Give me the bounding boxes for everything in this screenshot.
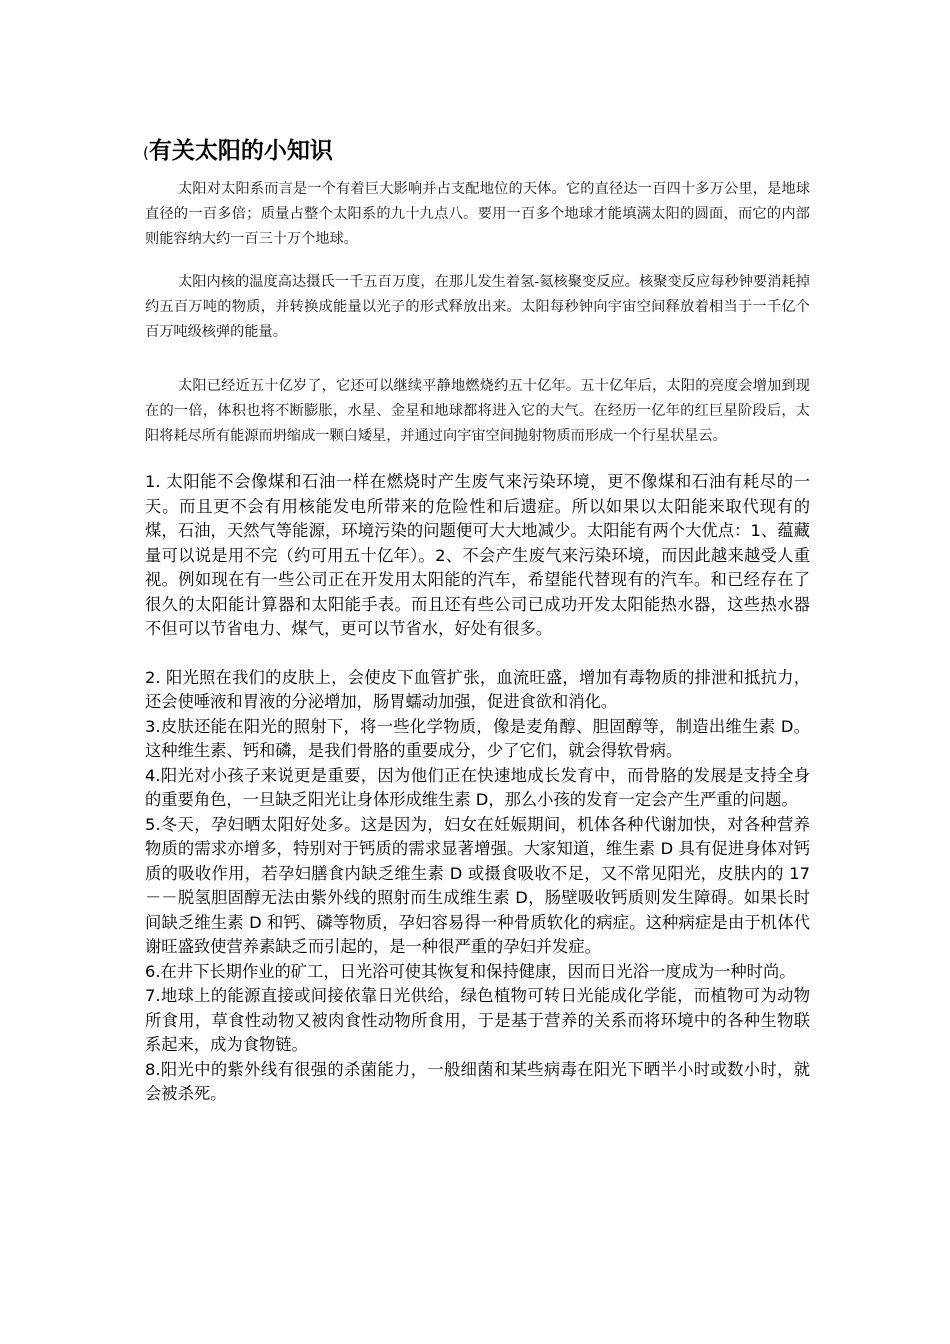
point-miners: 6.在井下长期作业的矿工，日光浴可使其恢复和保持健康，因而日光浴一度成为一种时尚。 (145, 961, 796, 981)
page-title (143, 136, 333, 168)
point-skin-circulation: 2. 阳光照在我们的皮肤上，会使皮下血管扩张，血流旺盛，增加有毒物质的排泄和抵抗力，还会使唾液和胃液的分泌增加，肠胃蠕动加强，促进食欲和消化。 (145, 667, 810, 711)
title-prefix: ( (143, 144, 149, 162)
numbered-points (145, 470, 810, 1107)
point-ultraviolet: 8.阳光中的紫外线有很强的杀菌能力，一般细菌和某些病毒在阳光下晒半小时或数小时，就会被杀死。 (145, 1059, 810, 1103)
point-solar-energy: 1. 太阳能不会像煤和石油一样在燃烧时产生废气来污染环境，更不像煤和石油有耗尽的一天。而且更不会有用核能发电所带来的危险性和后遗症。所以如果以太阳能来取代现有的煤，石油，天然气等能源，环境污染的问题便可大大地减少。太阳能有两个大优点：1、蕴藏量可以说是用不完（约可用五十亿年）。2、不会产生废气来污染环境，而因此越来越受人重视。例如现在有一些公司正在开发用太阳能的汽车，希望能代替现有的汽车。和已经存在了很久的太阳能计算器和太阳能手表。而且还有些公司已成功开发太阳能热水器，这些热水器不但可以节省电力、煤气，更可以节省水，好处有很多。 (145, 472, 810, 638)
point-children: 4.阳光对小孩子来说更是重要，因为他们正在快速地成长发育中，而骨胳的发展是支持全身的重要角色，一旦缺乏阳光让身体形成维生素 D，那么小孩的发育一定会产生严重的问题。 (145, 765, 810, 809)
intro-paragraph-future: 太阳已经近五十亿岁了，它还可以继续平静地燃烧约五十亿年。五十亿年后，太阳的亮度会增加到现在的一倍，体积也将不断膨胀，水星、金星和地球都将进入它的大气。在经历一亿年的红巨星阶段后，太阳将耗尽所有能源而坍缩成一颗白矮星，并通过向宇宙空间抛射物质而形成一个行星状星云。 (145, 378, 810, 444)
intro-paragraph-core: 太阳内核的温度高达摄氏一千五百万度，在那儿发生着氢-氦核聚变反应。核聚变反应每秒钟要消耗掉约五百万吨的物质，并转换成能量以光子的形式释放出来。太阳每秒钟向宇宙空间释放着相当于一千亿个百万吨级核弹的能量。 (145, 274, 810, 340)
title-text: 有关太阳的小知识 (148, 138, 333, 164)
point-food-chain: 7.地球上的能源直接或间接依靠日光供给，绿色植物可转日光能成化学能，而植物可为动物所食用，草食性动物又被肉食性动物所食用，于是基于营养的关系而将环境中的各种生物联系起来，成为食物链。 (145, 986, 810, 1054)
intro-paragraph-diameter: 太阳对太阳系而言是一个有着巨大影响并占支配地位的天体。它的直径达一百四十多万公里，是地球直径的一百多倍；质量占整个太阳系的九十九点八。要用一百多个地球才能填满太阳的圆面，而它的内部则能容纳大约一百三十万个地球。 (145, 181, 810, 247)
point-pregnant-women: 5.冬天，孕妇晒太阳好处多。这是因为，妇女在妊娠期间，机体各种代谢加快，对各种营养物质的需求亦增多，特别对于钙质的需求显著增强。大家知道，维生素 D 具有促进身体对钙质的吸收作用，若孕妇膳食内缺乏维生素 D 或摄食吸收不足，又不常见阳光，皮肤内的 17－－脱氢胆固醇无法由紫外线的照射而生成维生素 D，肠壁吸收钙质则发生障碍。如果长时间缺乏维生素 D 和钙、磷等物质，孕妇容易得一种骨质软化的病症。这种病症是由于机体代谢旺盛致使营养素缺乏而引起的，是一种很严重的孕妇并发症。 (145, 814, 810, 956)
point-vitamin-d: 3.皮肤还能在阳光的照射下，将一些化学物质，像是麦角醇、胆固醇等，制造出维生素 D。这种维生素、钙和磷，是我们骨胳的重要成分，少了它们，就会得软骨病。 (145, 716, 810, 760)
